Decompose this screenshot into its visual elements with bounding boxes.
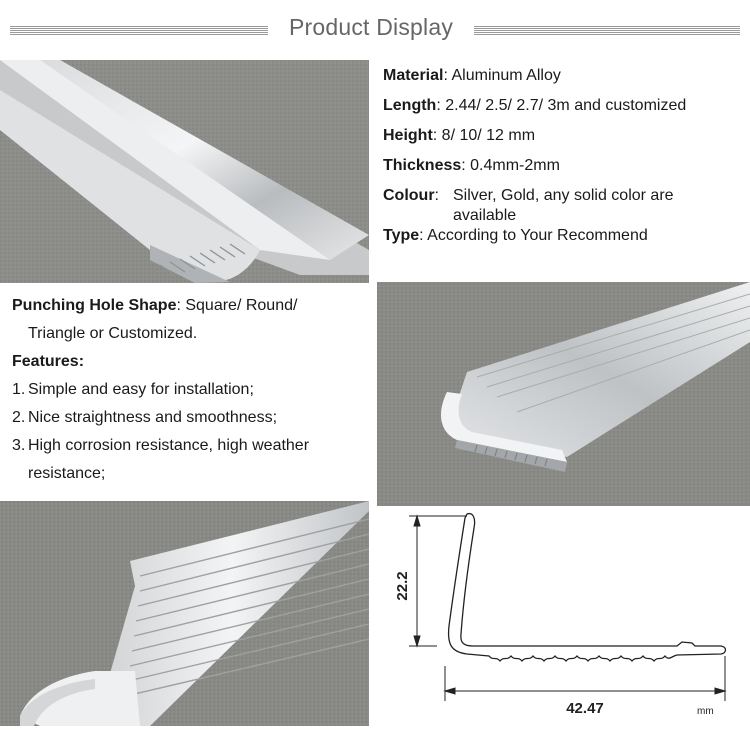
feature-text: High corrosion resistance, high weather [28,437,310,454]
spec-thickness: Thickness: 0.4mm-2mm [383,157,560,174]
aluminum-profile-photo-2 [377,282,750,506]
spec-value: 8/ 10/ 12 mm [441,127,536,144]
punching-label: Punching Hole Shape [12,297,177,314]
feature-text: Simple and easy for installation; [28,381,254,398]
spec-material: Material: Aluminum Alloy [383,67,561,84]
spec-label: Length [383,97,437,114]
spec-height: Height: 8/ 10/ 12 mm [383,127,536,144]
spec-label: Type [383,227,420,244]
profile-diagram [377,506,750,726]
spec-value: Aluminum Alloy [451,67,561,84]
page-title: Product Display [288,14,454,40]
product-photo-1 [0,60,369,283]
product-photo-3 [0,501,369,726]
spec-label: Colour [383,187,435,204]
spec-colour: Colour: Silver, Gold, any solid color are available [383,186,745,226]
feature-number: 3. [12,437,26,454]
spec-value [453,186,745,226]
width-dimension-label: 42.47 [566,700,604,717]
feature-text: Nice straightness and smoothness; [28,409,278,426]
feature-number: 2. [12,409,26,426]
feature-number: 1. [12,381,26,398]
spec-label: Thickness [383,157,462,174]
punching-hole-shape: Punching Hole Shape: Square/ Round/ [12,297,298,314]
features-heading [12,352,84,372]
spec-type: Type: According to Your Recommend [383,227,648,244]
spec-value-line-1: Silver, Gold, any solid color are [453,187,674,204]
aluminum-profile-photo-3 [0,501,369,726]
features-heading-text: Features: [12,353,85,370]
header-rule-right [474,26,740,35]
punching-value: Square/ Round/ [185,297,298,314]
spec-value-line-2: available [453,207,517,224]
feature-item-3-continued: resistance; [28,465,106,482]
header-rule-left [10,26,268,35]
spec-label: Material [383,67,444,84]
product-photo-2 [377,282,750,506]
spec-value: 2.44/ 2.5/ 2.7/ 3m and customized [445,97,687,114]
punching-value-line-2: Triangle or Customized. [28,325,198,342]
height-dimension-label: 22.2 [394,571,411,601]
spec-length: Length: 2.44/ 2.5/ 2.7/ 3m and customized [383,97,687,114]
spec-value: According to Your Recommend [427,227,648,244]
spec-value: 0.4mm-2mm [470,157,560,174]
feature-item-3 [12,436,309,456]
header [0,0,750,58]
cross-section-svg [377,506,750,726]
unit-label: mm [697,706,714,717]
feature-item-2 [12,408,277,428]
aluminum-profile-photo-1 [0,60,369,283]
feature-item-1 [12,380,254,400]
spec-label: Height [383,127,433,144]
